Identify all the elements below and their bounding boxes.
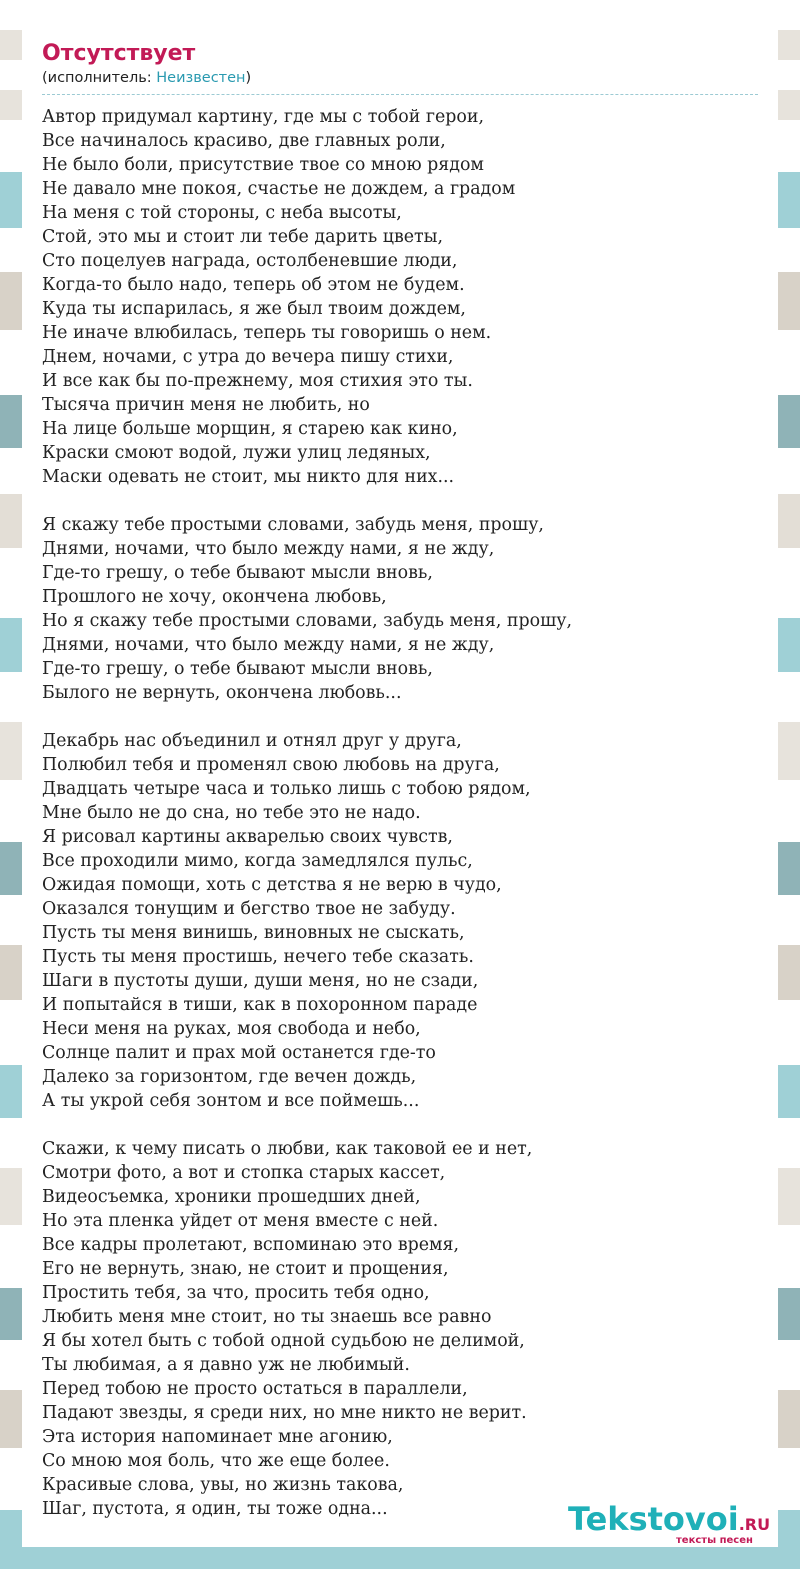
lyric-line: Перед тобою не просто остаться в параллели,: [42, 1379, 468, 1399]
lyric-line: Маски одевать не стоит, мы никто для них...: [42, 467, 455, 487]
lyric-line: Где-то грешу, о тебе бывают мысли вновь,: [42, 563, 433, 583]
lyric-line: На меня с той стороны, с неба высоты,: [42, 203, 402, 223]
lyric-line: Скажи, к чему писать о любви, как таковой ее и нет,: [42, 1139, 533, 1159]
lyric-line: И попытайся в тиши, как в похоронном параде: [42, 995, 478, 1015]
lyric-line: Простить тебя, за что, просить тебя одно,: [42, 1283, 430, 1303]
lyric-line: Все начиналось красиво, две главных роли,: [42, 131, 446, 151]
performer-suffix: ): [245, 70, 252, 86]
lyric-line: Солнце палит и прах мой останется где-то: [42, 1043, 436, 1063]
lyric-line: Все кадры пролетают, вспоминаю это время,: [42, 1235, 460, 1255]
song-title: Отсутствует: [42, 41, 196, 66]
lyric-line: Я рисовал картины акварелью своих чувств,: [42, 827, 453, 847]
lyric-line: Где-то грешу, о тебе бывают мысли вновь,: [42, 659, 433, 679]
lyric-line: Ты любимая, а я давно уж не любимый.: [42, 1355, 410, 1375]
lyric-line: Эта история напоминает мне агонию,: [42, 1427, 393, 1447]
performer-prefix: (исполнитель:: [42, 70, 157, 86]
logo-tld: .RU: [738, 1515, 771, 1534]
lyric-line: Былого не вернуть, окончена любовь...: [42, 683, 402, 703]
lyric-line: Сто поцелуев награда, остолбеневшие люди,: [42, 251, 458, 271]
stanza-gap: [42, 1113, 758, 1137]
lyric-line: Неси меня на руках, моя свобода и небо,: [42, 1019, 421, 1039]
lyric-line: А ты укрой себя зонтом и все поймешь...: [42, 1091, 420, 1111]
lyric-line: Его не вернуть, знаю, не стоит и прощения,: [42, 1259, 449, 1279]
lyric-line: Прошлого не хочу, окончена любовь,: [42, 587, 387, 607]
lyric-line: Все проходили мимо, когда замедлялся пульс,: [42, 851, 473, 871]
lyric-line: Куда ты испарилась, я же был твоим дождем,: [42, 299, 466, 319]
lyric-line: Автор придумал картину, где мы с тобой герои,: [42, 107, 484, 127]
lyric-line: Оказался тонущим и бегство твое не забуду.: [42, 899, 456, 919]
lyric-line: Смотри фото, а вот и стопка старых кассет,: [42, 1163, 446, 1183]
lyric-line: Не было боли, присутствие твое со мною рядом: [42, 155, 484, 175]
lyric-line: Декабрь нас объединил и отнял друг у друга,: [42, 731, 462, 751]
lyric-line: Мне было не до сна, но тебе это не надо.: [42, 803, 421, 823]
lyric-line: Пусть ты меня винишь, виновных не сыскать,: [42, 923, 465, 943]
lyric-line: Тысяча причин меня не любить, но: [42, 395, 370, 415]
lyric-line: Падают звезды, я среди них, но мне никто не верит.: [42, 1403, 527, 1423]
site-logo[interactable]: [568, 1502, 778, 1550]
lyric-line: И все как бы по-прежнему, моя стихия это ты.: [42, 371, 473, 391]
lyric-line: Но эта пленка уйдет от меня вместе с ней.: [42, 1211, 439, 1231]
lyric-line: Когда-то было надо, теперь об этом не будем.: [42, 275, 465, 295]
lyric-line: Пусть ты меня простишь, нечего тебе сказать.: [42, 947, 474, 967]
lyric-line: Двадцать четыре часа и только лишь с тобою рядом,: [42, 779, 531, 799]
lyric-line: Любить меня мне стоит, но ты знаешь все равно: [42, 1307, 492, 1327]
stanza-gap: [42, 705, 758, 729]
lyric-line: На лице больше морщин, я старею как кино,: [42, 419, 458, 439]
lyric-line: Днями, ночами, что было между нами, я не жду,: [42, 539, 495, 559]
lyrics-card: [22, 22, 778, 1547]
lyric-line: Шаг, пустота, я один, ты тоже одна...: [42, 1499, 388, 1519]
lyric-line: Со мною моя боль, что же еще более.: [42, 1451, 390, 1471]
lyric-line: Не давало мне покоя, счастье не дождем, а градом: [42, 179, 516, 199]
lyric-line: Красивые слова, увы, но жизнь такова,: [42, 1475, 404, 1495]
lyric-line: Днями, ночами, что было между нами, я не жду,: [42, 635, 495, 655]
logo-tagline: тексты песен: [676, 1535, 753, 1546]
lyric-line: Но я скажу тебе простыми словами, забудь меня, прошу,: [42, 611, 573, 631]
lyric-line: Не иначе влюбилась, теперь ты говоришь о нем.: [42, 323, 492, 343]
performer-link[interactable]: Неизвестен: [156, 70, 246, 86]
lyric-line: Видеосъемка, хроники прошедших дней,: [42, 1187, 421, 1207]
lyric-line: Я бы хотел быть с тобой одной судьбою не делимой,: [42, 1331, 525, 1351]
lyric-line: Краски смоют водой, лужи улиц ледяных,: [42, 443, 431, 463]
stanza-gap: [42, 489, 758, 513]
lyric-line: Стой, это мы и стоит ли тебе дарить цветы,: [42, 227, 444, 247]
lyric-line: Далеко за горизонтом, где вечен дождь,: [42, 1067, 417, 1087]
lyric-line: Я скажу тебе простыми словами, забудь меня, прошу,: [42, 515, 544, 535]
lyric-line: Ожидая помощи, хоть с детства я не верю в чудо,: [42, 875, 502, 895]
lyric-line: Полюбил тебя и променял свою любовь на друга,: [42, 755, 500, 775]
lyric-line: Днем, ночами, с утра до вечера пишу стихи,: [42, 347, 454, 367]
performer-line: [42, 68, 758, 95]
logo-name: Tekstovoi: [568, 1500, 739, 1538]
lyric-line: Шаги в пустоты души, души меня, но не сзади,: [42, 971, 479, 991]
lyrics-text: [42, 105, 758, 1521]
